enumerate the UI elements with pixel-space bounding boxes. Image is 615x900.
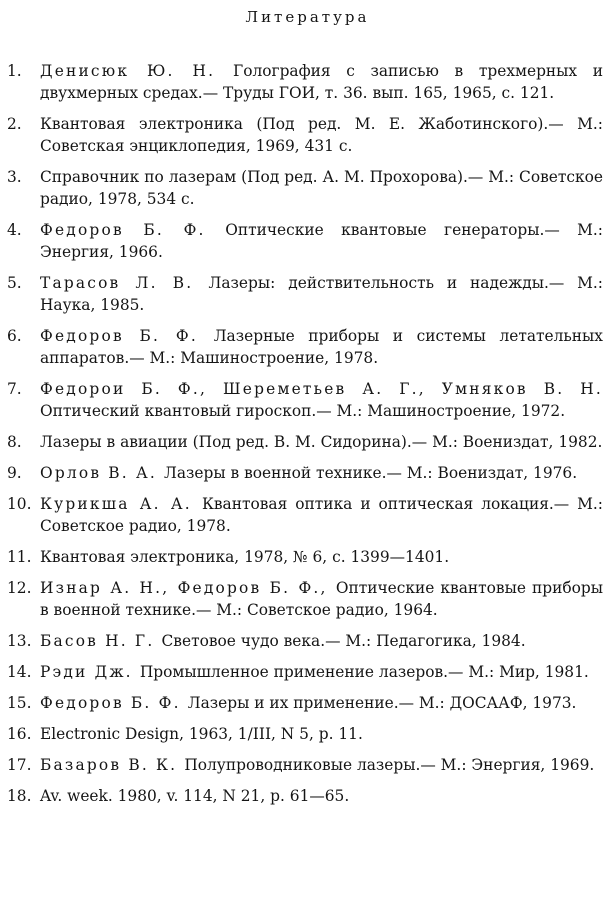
reference-item bbox=[0, 431, 615, 453]
reference-number: 14. bbox=[7, 663, 32, 681]
reference-text: Лазеры: действительность и надежды.— М.: Наука, 1985. bbox=[40, 274, 603, 314]
reference-author: Изнар А. Н., Федоров Б. Ф., bbox=[40, 579, 336, 597]
reference-text: Оптические квантовые генераторы.— М.: Энергия, 1966. bbox=[40, 221, 603, 261]
reference-item bbox=[0, 754, 615, 776]
reference-text: Квантовая оптика и оптическая локация.— М.: Советское радио, 1978. bbox=[40, 495, 603, 535]
reference-item bbox=[0, 723, 615, 745]
page-title: Литература bbox=[245, 8, 370, 26]
reference-text: Оптические квантовые приборы в военной технике.— М.: Советское радио, 1964. bbox=[40, 579, 603, 619]
reference-item bbox=[0, 546, 615, 568]
reference-text: Av. week. 1980, v. 114, N 21, p. 61—65. bbox=[40, 787, 350, 805]
reference-list bbox=[0, 60, 615, 816]
reference-item bbox=[0, 325, 615, 369]
reference-text: Квантовая электроника (Под ред. М. Е. Жаботинского).— М.: Советская энциклопедия, 1969, 431 с. bbox=[40, 115, 603, 155]
reference-number: 1. bbox=[7, 62, 22, 80]
reference-number: 6. bbox=[7, 327, 22, 345]
reference-number: 12. bbox=[7, 579, 32, 597]
reference-text: Голография с записью в трехмерных и двухмерных средах.— Труды ГОИ, т. 36. вып. 165, 1965, с. 121. bbox=[40, 62, 603, 102]
reference-item bbox=[0, 692, 615, 714]
reference-author: Басов Н. Г. bbox=[40, 632, 162, 650]
reference-number: 18. bbox=[7, 787, 32, 805]
reference-item bbox=[0, 166, 615, 210]
reference-text: Лазеры в военной технике.— М.: Воениздат, 1976. bbox=[164, 464, 578, 482]
reference-author: Федоров Б. Ф. bbox=[40, 694, 188, 712]
reference-author: Федоров Б. Ф. bbox=[40, 327, 214, 345]
reference-author: Рэди Дж. bbox=[40, 663, 140, 681]
reference-text: Оптический квантовый гироскоп.— М.: Машиностроение, 1972. bbox=[40, 402, 566, 420]
reference-text: Лазерные приборы и системы летательных аппаратов.— М.: Машиностроение, 1978. bbox=[40, 327, 603, 367]
reference-text: Промышленное применение лазеров.— М.: Мир, 1981. bbox=[139, 663, 589, 681]
reference-item bbox=[0, 661, 615, 683]
reference-text: Справочник по лазерам (Под ред. А. М. Прохорова).— М.: Советское радио, 1978, 534 с. bbox=[40, 168, 603, 208]
reference-number: 7. bbox=[7, 380, 22, 398]
reference-author: Федорои Б. Ф., Шереметьев А. Г., Умняков В. Н. bbox=[40, 380, 603, 398]
reference-item bbox=[0, 60, 615, 104]
reference-item bbox=[0, 219, 615, 263]
reference-number: 5. bbox=[7, 274, 22, 292]
reference-author: Федоров Б. Ф. bbox=[40, 221, 226, 239]
reference-number: 3. bbox=[7, 168, 22, 186]
reference-item bbox=[0, 785, 615, 807]
reference-number: 16. bbox=[7, 725, 32, 743]
reference-number: 15. bbox=[7, 694, 32, 712]
reference-text: Полупроводниковые лазеры.— М.: Энергия, 1969. bbox=[184, 756, 595, 774]
reference-text: Electronic Design, 1963, 1/III, N 5, p. 11. bbox=[40, 725, 363, 743]
reference-number: 17. bbox=[7, 756, 32, 774]
reference-author: Орлов В. А. bbox=[40, 464, 165, 482]
reference-number: 11. bbox=[7, 548, 32, 566]
reference-number: 10. bbox=[7, 495, 32, 513]
reference-item bbox=[0, 113, 615, 157]
reference-text: Лазеры в авиации (Под ред. В. М. Сидорина).— М.: Воениздат, 1982. bbox=[40, 433, 603, 451]
reference-number: 13. bbox=[7, 632, 32, 650]
reference-author: Денисюк Ю. Н. bbox=[40, 62, 233, 80]
reference-author: Курикша А. А. bbox=[40, 495, 202, 513]
reference-text: Световое чудо века.— М.: Педагогика, 1984. bbox=[161, 632, 526, 650]
reference-number: 8. bbox=[7, 433, 22, 451]
reference-item bbox=[0, 577, 615, 621]
reference-item bbox=[0, 493, 615, 537]
reference-item bbox=[0, 378, 615, 422]
reference-author: Тарасов Л. В. bbox=[40, 274, 209, 292]
reference-text: Квантовая электроника, 1978, № 6, с. 1399—1401. bbox=[40, 548, 450, 566]
reference-item bbox=[0, 272, 615, 316]
reference-item bbox=[0, 630, 615, 652]
reference-author: Базаров В. К. bbox=[40, 756, 185, 774]
reference-number: 4. bbox=[7, 221, 22, 239]
reference-number: 2. bbox=[7, 115, 22, 133]
reference-item bbox=[0, 462, 615, 484]
reference-number: 9. bbox=[7, 464, 22, 482]
reference-text: Лазеры и их применение.— М.: ДОСААФ, 1973. bbox=[187, 694, 577, 712]
